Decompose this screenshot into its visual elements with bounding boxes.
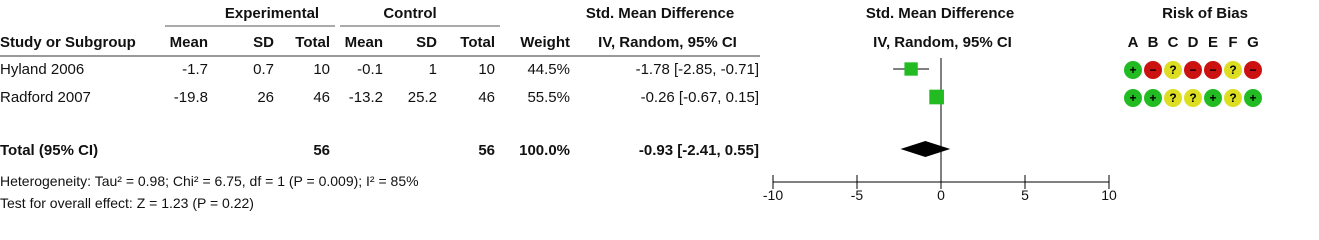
ci-header-right: IV, Random, 95% CI [873,34,1012,51]
bias-dot: ? [1184,89,1202,107]
study-name: Hyland 2006 [0,61,85,78]
mean-e-header: Mean [169,34,208,51]
mean-c-value: -0.1 [357,61,383,78]
weight-value: 55.5% [527,89,570,106]
bias-dot: − [1244,61,1262,79]
bias-dot: + [1244,89,1262,107]
bias-dot: − [1144,61,1162,79]
total-e-cell: 46 [313,89,330,106]
total-c-cell: 46 [478,89,495,106]
ci-header-left: IV, Random, 95% CI [598,34,737,51]
total-e-header: Total [295,34,330,51]
bias-letter-b: B [1147,34,1159,51]
mean-e-value: -19.8 [173,89,208,106]
pooled-diamond [901,141,951,157]
smd-header-right: Std. Mean Difference [865,5,1015,22]
total-weight: 100.0% [519,142,570,159]
total-e-cell: 10 [313,61,330,78]
sd-c-value: 25.2 [407,89,437,106]
total-ci: -0.93 [-2.41, 0.55] [638,142,759,159]
ci-value: -1.78 [-2.85, -0.71] [635,61,759,78]
mean-c-value: -13.2 [348,89,383,106]
bias-letter-f: F [1228,34,1238,51]
x-tick-label: -5 [850,187,864,203]
x-tick-label: 10 [1101,187,1117,203]
total-label: Total (95% CI) [0,142,99,159]
bias-dot: − [1184,61,1202,79]
sd-e-header: SD [253,34,274,51]
bias-dot: ? [1164,61,1182,79]
study-column-header: Study or Subgroup [0,34,136,51]
control-header: Control [383,5,437,22]
sd-e-value: 0.7 [253,61,274,78]
x-tick-label: -10 [762,187,784,203]
study-name: Radford 2007 [0,89,91,106]
bias-letter-c: C [1167,34,1179,51]
effect-square [929,90,944,105]
bias-letter-a: A [1127,34,1139,51]
x-tick-label: 0 [937,187,945,203]
sd-e-value: 26 [257,89,274,106]
total-c-header: Total [460,34,495,51]
bias-dot: + [1124,89,1142,107]
bias-letter-d: D [1187,34,1199,51]
risk-of-bias-header: Risk of Bias [1162,5,1248,22]
bias-dot: ? [1224,61,1242,79]
sd-c-value: 1 [428,61,437,78]
bias-letter-e: E [1207,34,1218,51]
bias-letter-g: G [1247,34,1259,51]
weight-header: Weight [520,34,570,51]
bias-dot: + [1124,61,1142,79]
ci-value: -0.26 [-0.67, 0.15] [640,89,759,106]
smd-header-left: Std. Mean Difference [585,5,735,22]
bias-dot: + [1204,89,1222,107]
bias-dot: ? [1164,89,1182,107]
overall-effect-text: Test for overall effect: Z = 1.23 (P = 0.22) [0,195,254,211]
weight-value: 44.5% [527,61,570,78]
x-tick-label: 5 [1021,187,1029,203]
effect-square [904,62,917,75]
heterogeneity-text: Heterogeneity: Tau² = 0.98; Chi² = 6.75, df = 1 (P = 0.009); I² = 85% [0,173,419,189]
mean-e-value: -1.7 [182,61,208,78]
bias-dot: − [1204,61,1222,79]
total-e-value: 56 [313,142,330,159]
total-c-cell: 10 [478,61,495,78]
experimental-header: Experimental [224,5,320,22]
sd-c-header: SD [416,34,437,51]
mean-c-header: Mean [344,34,383,51]
bias-dot: ? [1224,89,1242,107]
total-c-value: 56 [478,142,495,159]
bias-dot: + [1144,89,1162,107]
